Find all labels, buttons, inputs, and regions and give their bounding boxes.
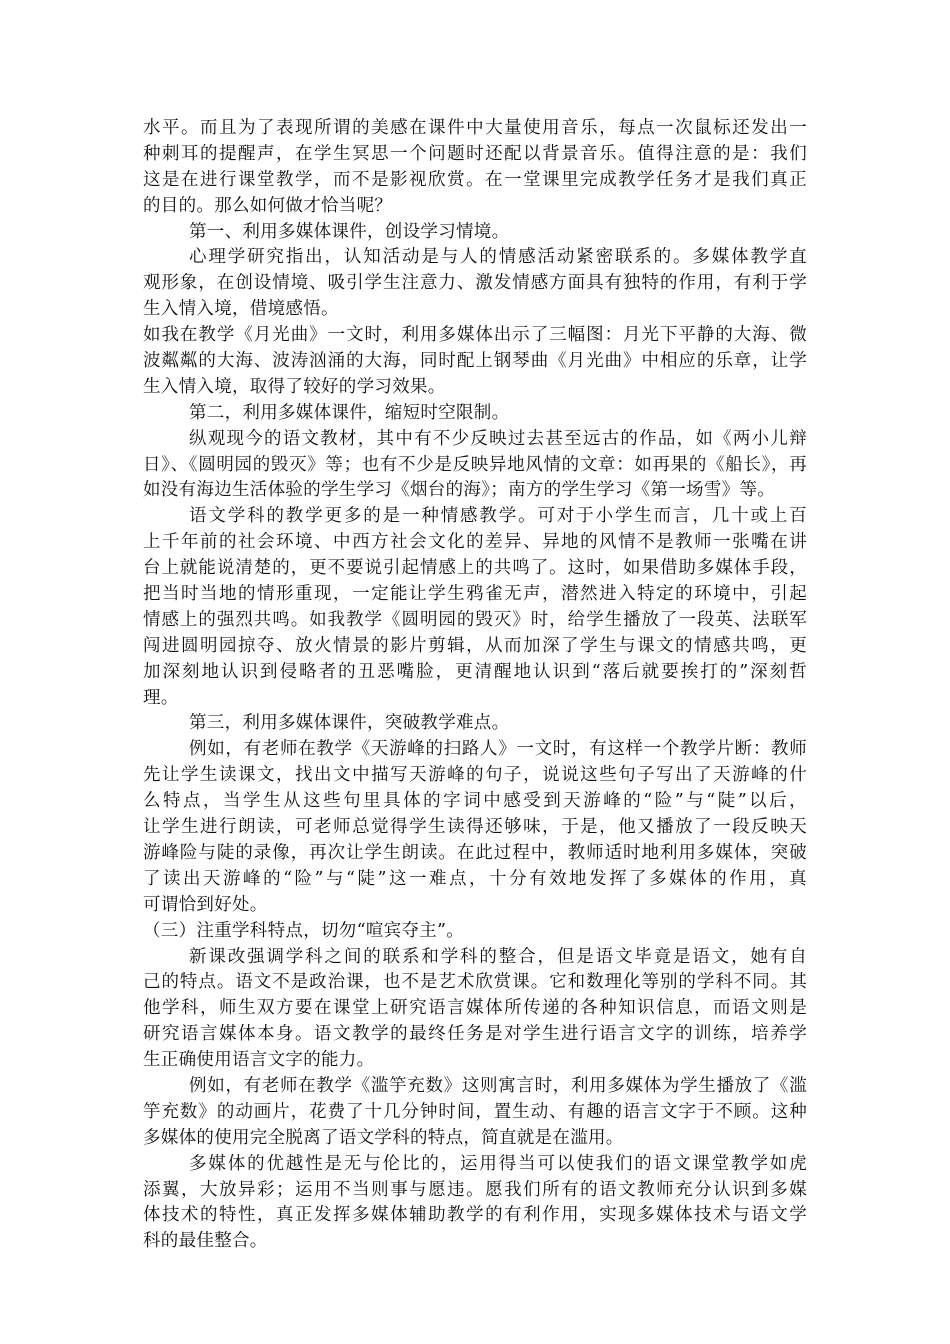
text-line: 研究语言媒体本身。语文教学的最终任务是对学生进行语言文字的训练，培养学: [143, 1024, 807, 1045]
paragraph: [143, 245, 807, 323]
paragraph: [143, 711, 807, 737]
paragraph: [143, 1074, 807, 1152]
text-line: 闯进圆明园掠夺、放火情景的影片剪辑，从而加深了学生与课文的情感共鸣，更: [143, 635, 807, 656]
text-line: 科的最佳整合。: [143, 1231, 268, 1252]
text-line: 了读出天游峰的“险”与“陡”这一难点，十分有效地发挥了多媒体的作用，真: [143, 868, 807, 889]
paragraph: [143, 919, 807, 945]
paragraph: [143, 116, 807, 220]
text-line: 波粼粼的大海、波涛汹涌的大海，同时配上钢琴曲《月光曲》中相应的乐章，让学: [143, 351, 807, 372]
text-line: 体技术的特性，真正发挥多媒体辅助教学的有利作用，实现多媒体技术与语文学: [143, 1205, 807, 1226]
text-line: 第二，利用多媒体课件，缩短时空限制。: [189, 402, 510, 423]
text-line: 如没有海边生活体验的学生学习《烟台的海》；南方的学生学习《第一场雪》等。: [143, 480, 776, 501]
text-line: 上千年前的社会环境、中西方社会文化的差异、异地的风情不是教师一张嘴在讲: [143, 532, 807, 553]
text-line: 竽充数》的动画片，花费了十几分钟时间，置生动、有趣的语言文字于不顾。这种: [143, 1101, 807, 1122]
text-line: 生入情入境，借境感悟。: [143, 299, 339, 320]
text-line: 多媒体的使用完全脱离了语文学科的特点，简直就是在滥用。: [143, 1127, 624, 1148]
text-line: 如我在教学《月光曲》一文时，利用多媒体出示了三幅图：月光下平静的大海、微: [143, 325, 807, 346]
text-line: 添翼，大放异彩；运用不当则事与愿违。愿我们所有的语文教师充分认识到多媒: [143, 1179, 807, 1200]
text-line: 先让学生读课文，找出文中描写天游峰的句子，说说这些句子写出了天游峰的什: [143, 765, 807, 786]
text-line: 多媒体的优越性是无与伦比的，运用得当可以使我们的语文课堂教学如虎: [189, 1153, 807, 1174]
text-line: 生入情入境，取得了较好的学习效果。: [143, 376, 446, 397]
text-line: 这是在进行课堂教学，而不是影视欣赏。在一堂课里完成教学任务才是我们真正: [143, 169, 807, 190]
text-line: 第三，利用多媒体课件，突破教学难点。: [189, 713, 510, 734]
text-line: 心理学研究指出，认知活动是与人的情感活动紧密联系的。多媒体教学直: [189, 247, 807, 268]
text-line: 台上就能说清楚的，更不要说引起情感上的共鸣了。这时，如果借助多媒体手段，: [143, 558, 807, 579]
text-line: 纵观现今的语文教材，其中有不少反映过去甚至远古的作品，如《两小儿辩: [189, 428, 807, 449]
text-line: 例如，有老师在教学《滥竽充数》这则寓言时，利用多媒体为学生播放了《滥: [189, 1075, 807, 1096]
paragraph: [143, 401, 807, 427]
text-line: 生正确使用语言文字的能力。: [143, 1050, 375, 1071]
text-line: 情感上的强烈共鸣。如我教学《圆明园的毁灭》时，给学生播放了一段英、法联军: [143, 609, 807, 630]
text-line: 他学科，师生双方要在课堂上研究语言媒体所传递的各种知识信息，而语文则是: [143, 998, 807, 1019]
text-line: 水平。而且为了表现所谓的美感在课件中大量使用音乐，每点一次鼠标还发出一: [143, 118, 807, 138]
text-line: （三）注重学科特点，切勿“喧宾夺主”。: [143, 920, 465, 941]
text-line: 己的特点。语文不是政治课，也不是艺术欣赏课。它和数理化等别的学科不同。其: [143, 972, 807, 993]
text-line: 日》、《圆明园的毁灭》等；也有不少是反映异地风情的文章：如再果的《船长》，再: [143, 454, 807, 475]
text-line: 观形象，在创设情境、吸引学生注意力、激发情感方面具有独特的作用，有利于学: [143, 273, 807, 294]
text-line: 加深刻地认识到侵略者的丑恶嘴脸，更清醒地认识到“落后就要挨打的”深刻哲: [143, 661, 807, 682]
text-line: 么特点，当学生从这些句里具体的字词中感受到天游峰的“险”与“陡”以后，: [143, 791, 807, 812]
paragraph: [143, 1152, 807, 1256]
paragraph: [143, 737, 807, 918]
text-line: 把当时当地的情形重现，一定能让学生鸦雀无声，潜然进入特定的环境中，引起: [143, 584, 807, 605]
text-line: 可谓恰到好处。: [143, 894, 268, 915]
text-line: 第一、利用多媒体课件，创设学习情境。: [189, 221, 510, 242]
text-line: 例如，有老师在教学《天游峰的扫路人》一文时，有这样一个教学片断：教师: [189, 739, 807, 760]
text-line: 游峰险与陡的录像，再次让学生朗读。在此过程中，教师适时地利用多媒体，突破: [143, 842, 807, 863]
text-line: 理。: [143, 687, 179, 708]
text-line: 新课改强调学科之间的联系和学科的整合，但是语文毕竟是语文，她有自: [189, 946, 807, 967]
text-line: 种刺耳的提醒声，在学生冥思一个问题时还配以背景音乐。值得注意的是：我们: [143, 143, 807, 164]
document-page: [143, 116, 807, 1255]
paragraph: [143, 504, 807, 711]
paragraph: [143, 945, 807, 1074]
text-line: 让学生进行朗读，可老师总觉得学生读得还够味，于是，他又播放了一段反映天: [143, 817, 807, 838]
paragraph: [143, 323, 807, 401]
paragraph: [143, 220, 807, 246]
text-line: 的目的。那么如何做才恰当呢？: [143, 195, 393, 216]
paragraph: [143, 427, 807, 505]
text-line: 语文学科的教学更多的是一种情感教学。可对于小学生而言，几十或上百: [189, 506, 807, 527]
